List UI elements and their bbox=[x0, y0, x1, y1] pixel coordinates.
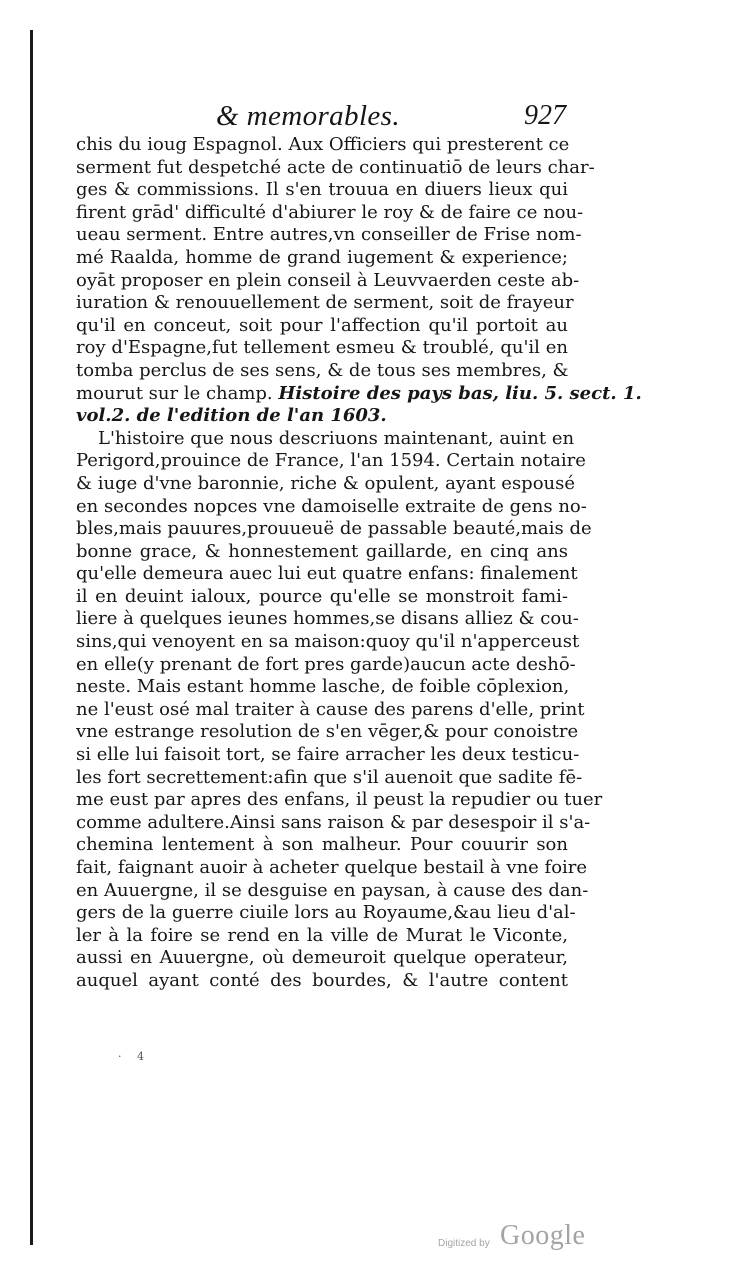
text-line: neste. Mais estant homme lasche, de foible cōplexion, bbox=[76, 676, 570, 698]
text-line: oyāt proposer en plein conseil à Leuvvaerden ceste ab- bbox=[76, 269, 580, 291]
paragraph-start: L'histoire que nous descriuons maintenant, auint en bbox=[98, 427, 575, 449]
text-line: qu'elle demeura auec lui eut quatre enfans: finalement bbox=[76, 563, 578, 585]
running-title: & memorables. bbox=[216, 100, 401, 132]
text-line: ne l'eust osé mal traiter à cause des parens d'elle, print bbox=[76, 698, 585, 720]
text-line: ges & commissions. Il s'en trouua en diuers lieux qui bbox=[76, 179, 568, 201]
text-line: en elle(y prenant de fort pres garde)aucun acte deshō- bbox=[76, 653, 576, 675]
text-line: ueau serment. Entre autres,vn conseiller de Frise nom- bbox=[76, 224, 582, 246]
page-header bbox=[76, 100, 566, 134]
citation-continuation: vol.2. de l'edition de l'an 1603. bbox=[76, 405, 387, 427]
text-line: liere à quelques ieunes hommes,se disans alliez & cou- bbox=[76, 608, 579, 630]
text-line: fait, faignant auoir à acheter quelque bestail à vne foire bbox=[76, 857, 588, 878]
text-line: sins,qui venoyent en sa maison:quoy qu'il n'apperceust bbox=[76, 631, 580, 653]
text-line: qu'il en conceut, soit pour l'affection qu'il portoit au bbox=[76, 314, 568, 336]
text-line: bles,mais pauures,prouueuë de passable beauté,mais de bbox=[76, 518, 592, 540]
text-line: comme adultere.Ainsi sans raison & par desespoir il s'a- bbox=[76, 811, 591, 833]
text-line: gers de la guerre ciuile lors au Royaume,&au lieu d'al- bbox=[76, 902, 576, 924]
text-line: chemina lentement à son malheur. Pour couurir son bbox=[76, 834, 568, 856]
body-text bbox=[76, 134, 642, 993]
text-line: firent grād' difficulté d'abiurer le roy & de faire ce nou- bbox=[76, 201, 584, 223]
text-line: bonne grace, & honnestement gaillarde, en cinq ans bbox=[76, 540, 568, 562]
text-line: mé Raalda, homme de grand iugement & experience; bbox=[76, 246, 568, 268]
watermark-brand: Google bbox=[500, 1220, 586, 1251]
text-line: Perigord,prouince de France, l'an 1594. Certain notaire bbox=[76, 450, 586, 472]
text-line-with-citation bbox=[76, 382, 642, 406]
stray-mark: · 4 bbox=[118, 1050, 150, 1063]
page-binding-edge bbox=[30, 30, 33, 1245]
text-fragment: mourut sur le champ. bbox=[76, 382, 273, 404]
google-watermark bbox=[438, 1222, 598, 1258]
text-line: iuration & renouuellement de serment, soit de frayeur bbox=[76, 292, 574, 314]
text-line: les fort secrettement:afin que s'il auenoit que sadite fē- bbox=[76, 766, 583, 788]
text-line: roy d'Espagne,fut tellement esmeu & troublé, qu'il en bbox=[76, 337, 568, 359]
text-line: serment fut despetché acte de continuatiō de leurs char- bbox=[76, 156, 595, 178]
text-line: & iuge d'vne baronnie, riche & opulent, ayant espousé bbox=[76, 472, 576, 494]
text-line: en Auuergne, il se desguise en paysan, à cause des dan- bbox=[76, 879, 589, 901]
text-line: auquel ayant conté des bourdes, & l'autre content bbox=[76, 969, 568, 991]
text-line: il en deuint ialoux, pource qu'elle se monstroit fami- bbox=[76, 585, 568, 607]
text-line: en secondes nopces vne damoiselle extraite de gens no- bbox=[76, 495, 587, 517]
text-line: me eust par apres des enfans, il peust la repudier ou tuer bbox=[76, 789, 603, 811]
text-line: si elle lui faisoit tort, se faire arracher les deux testicu- bbox=[76, 744, 580, 766]
text-line: aussi en Auuergne, où demeuroit quelque operateur, bbox=[76, 947, 568, 969]
page-number: 927 bbox=[524, 100, 566, 131]
citation: Histoire des pays bas, liu. 5. sect. 1. bbox=[278, 382, 642, 404]
text-line: tomba perclus de ses sens, & de tous ses membres, & bbox=[76, 359, 569, 381]
watermark-digitized-label: Digitized by bbox=[438, 1238, 490, 1249]
text-line: chis du ioug Espagnol. Aux Officiers qui presterent ce bbox=[76, 134, 570, 155]
text-line: vne estrange resolution de s'en vēger,& pour conoistre bbox=[76, 721, 579, 743]
text-line: ler à la foire se rend en la ville de Murat le Viconte, bbox=[76, 924, 568, 946]
